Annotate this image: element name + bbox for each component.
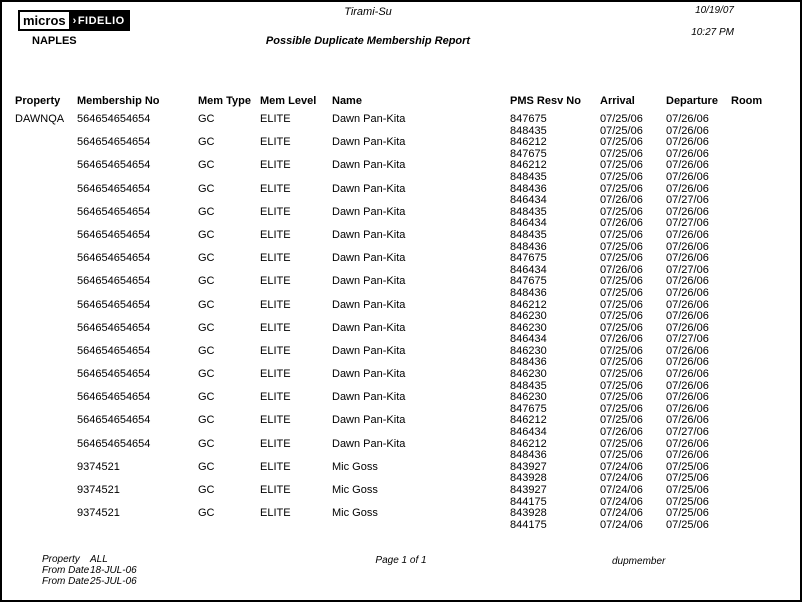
membership-no-cell: 9374521 xyxy=(77,460,120,473)
arrival-cell: 07/25/06 xyxy=(600,147,643,160)
header-name: Name xyxy=(332,95,362,107)
pms-resv-no-cell: 843927 xyxy=(510,484,547,496)
table-body xyxy=(2,114,800,531)
parameter-from-date-1 xyxy=(42,565,137,576)
departure-cell: 07/26/06 xyxy=(666,113,709,125)
table-row-group xyxy=(2,415,800,438)
mem-level-cell: ELITE xyxy=(260,414,291,427)
departure-cell: 07/25/06 xyxy=(666,507,709,520)
pms-resv-no-cell: 846230 xyxy=(510,368,547,381)
membership-no-cell: 564654654654 xyxy=(77,275,151,288)
mem-type-cell: GC xyxy=(198,460,215,473)
member-name-cell: Mic Goss xyxy=(332,484,378,496)
membership-no-cell: 564654654654 xyxy=(77,344,151,357)
mem-type-cell: GC xyxy=(198,437,215,450)
member-name-cell: Dawn Pan-Kita xyxy=(332,437,406,450)
departure-cell: 07/25/06 xyxy=(666,518,709,531)
arrival-cell: 07/24/06 xyxy=(600,460,643,473)
membership-no-cell: 564654654654 xyxy=(77,437,151,450)
departure-cell: 07/26/06 xyxy=(666,449,709,462)
table-row-group xyxy=(2,160,800,183)
pms-resv-no-cell: 846230 xyxy=(510,321,547,334)
mem-level-cell: ELITE xyxy=(260,391,291,404)
membership-no-cell: 564654654654 xyxy=(77,368,151,381)
member-name-cell: Dawn Pan-Kita xyxy=(332,321,406,334)
member-name-cell: Dawn Pan-Kita xyxy=(332,252,406,265)
pms-resv-no-cell: 846230 xyxy=(510,344,547,357)
pms-resv-no-cell: 843928 xyxy=(510,507,547,520)
header-property: Property xyxy=(15,95,61,107)
membership-no-cell: 564654654654 xyxy=(77,414,151,427)
report-header xyxy=(2,6,734,47)
report-property-title: Tirami-Su xyxy=(344,6,392,18)
arrival-cell: 07/25/06 xyxy=(600,391,643,404)
pms-resv-no-cell: 846434 xyxy=(510,194,547,207)
arrival-cell: 07/25/06 xyxy=(600,182,643,195)
parameter-from-date-2-value: 25-JUL-06 xyxy=(90,576,137,587)
departure-cell: 07/26/06 xyxy=(666,379,709,392)
departure-cell: 07/25/06 xyxy=(666,460,709,473)
table-row-group xyxy=(2,230,800,253)
page-number: Page 1 of 1 xyxy=(375,555,427,566)
departure-cell: 07/26/06 xyxy=(666,147,709,160)
pms-resv-no-cell: 848435 xyxy=(510,124,547,137)
pms-resv-no-cell: 848435 xyxy=(510,170,547,183)
departure-cell: 07/27/06 xyxy=(666,426,709,439)
mem-level-cell: ELITE xyxy=(260,437,291,450)
mem-type-cell: GC xyxy=(198,275,215,288)
departure-cell: 07/26/06 xyxy=(666,402,709,415)
pms-resv-no-cell: 846212 xyxy=(510,159,547,172)
departure-cell: 07/26/06 xyxy=(666,437,709,450)
parameter-from-date-1-label: From Date xyxy=(42,565,90,576)
mem-level-cell: ELITE xyxy=(260,182,291,195)
departure-cell: 07/26/06 xyxy=(666,414,709,427)
arrival-cell: 07/24/06 xyxy=(600,484,643,496)
pms-resv-no-cell: 846212 xyxy=(510,298,547,311)
member-name-cell: Dawn Pan-Kita xyxy=(332,159,406,172)
pms-resv-no-cell: 847675 xyxy=(510,402,547,415)
departure-cell: 07/26/06 xyxy=(666,136,709,149)
mem-type-cell: GC xyxy=(198,205,215,218)
pms-resv-no-cell: 843927 xyxy=(510,460,547,473)
departure-cell: 07/26/06 xyxy=(666,252,709,265)
member-name-cell: Mic Goss xyxy=(332,460,378,473)
arrival-cell: 07/25/06 xyxy=(600,240,643,253)
pms-resv-no-cell: 846230 xyxy=(510,310,547,323)
mem-type-cell: GC xyxy=(198,344,215,357)
stay-row xyxy=(2,288,800,300)
table-row-group xyxy=(2,462,800,485)
mem-level-cell: ELITE xyxy=(260,321,291,334)
arrival-cell: 07/25/06 xyxy=(600,368,643,381)
mem-type-cell: GC xyxy=(198,136,215,149)
table-row-group xyxy=(2,137,800,160)
report-datetime xyxy=(691,6,734,38)
header-room: Room xyxy=(731,95,763,107)
header-membership-no: Membership No xyxy=(77,95,160,107)
departure-cell: 07/26/06 xyxy=(666,240,709,253)
arrival-cell: 07/26/06 xyxy=(600,333,643,346)
pms-resv-no-cell: 848435 xyxy=(510,228,547,241)
header-mem-level: Mem Level xyxy=(260,95,317,107)
arrival-cell: 07/25/06 xyxy=(600,379,643,392)
member-name-cell: Dawn Pan-Kita xyxy=(332,368,406,381)
departure-cell: 07/27/06 xyxy=(666,263,709,276)
membership-no-cell: 564654654654 xyxy=(77,205,151,218)
arrival-cell: 07/25/06 xyxy=(600,298,643,311)
departure-cell: 07/26/06 xyxy=(666,321,709,334)
arrival-cell: 07/25/06 xyxy=(600,228,643,241)
mem-type-cell: GC xyxy=(198,159,215,172)
mem-type-cell: GC xyxy=(198,484,215,496)
stay-row xyxy=(2,195,800,207)
arrival-cell: 07/24/06 xyxy=(600,518,643,531)
mem-level-cell: ELITE xyxy=(260,136,291,149)
stay-row xyxy=(2,520,800,532)
mem-level-cell: ELITE xyxy=(260,507,291,520)
table-row-group xyxy=(2,300,800,323)
departure-cell: 07/26/06 xyxy=(666,356,709,369)
arrival-cell: 07/25/06 xyxy=(600,414,643,427)
departure-cell: 07/26/06 xyxy=(666,368,709,381)
departure-cell: 07/26/06 xyxy=(666,310,709,323)
member-name-cell: Dawn Pan-Kita xyxy=(332,182,406,195)
mem-level-cell: ELITE xyxy=(260,275,291,288)
arrival-cell: 07/25/06 xyxy=(600,205,643,218)
parameter-from-date-1-value: 18-JUL-06 xyxy=(90,565,137,576)
membership-no-cell: 564654654654 xyxy=(77,321,151,334)
arrival-cell: 07/25/06 xyxy=(600,170,643,183)
departure-cell: 07/26/06 xyxy=(666,298,709,311)
table-row-group xyxy=(2,253,800,276)
mem-type-cell: GC xyxy=(198,182,215,195)
parameter-from-date-2-label: From Date xyxy=(42,576,90,587)
member-name-cell: Dawn Pan-Kita xyxy=(332,275,406,288)
membership-no-cell: 9374521 xyxy=(77,507,120,520)
pms-resv-no-cell: 847675 xyxy=(510,275,547,288)
mem-type-cell: GC xyxy=(198,298,215,311)
member-name-cell: Dawn Pan-Kita xyxy=(332,391,406,404)
membership-no-cell: 564654654654 xyxy=(77,252,151,265)
membership-no-cell: 564654654654 xyxy=(77,159,151,172)
mem-type-cell: GC xyxy=(198,321,215,334)
membership-no-cell: 564654654654 xyxy=(77,298,151,311)
mem-level-cell: ELITE xyxy=(260,159,291,172)
arrival-cell: 07/25/06 xyxy=(600,286,643,299)
property-cell: DAWNQA xyxy=(15,113,65,125)
pms-resv-no-cell: 847675 xyxy=(510,252,547,265)
membership-no-cell: 564654654654 xyxy=(77,136,151,149)
pms-resv-no-cell: 846212 xyxy=(510,414,547,427)
membership-no-cell: 564654654654 xyxy=(77,113,151,125)
departure-cell: 07/26/06 xyxy=(666,286,709,299)
pms-resv-no-cell: 846212 xyxy=(510,437,547,450)
arrival-cell: 07/25/06 xyxy=(600,402,643,415)
mem-type-cell: GC xyxy=(198,507,215,520)
hotel-name: NAPLES xyxy=(32,35,77,47)
table-row-group xyxy=(2,508,800,531)
pms-resv-no-cell: 846434 xyxy=(510,263,547,276)
pms-resv-no-cell: 846212 xyxy=(510,136,547,149)
logo-arrow-icon: › xyxy=(72,14,77,27)
membership-no-cell: 9374521 xyxy=(77,484,120,496)
mem-type-cell: GC xyxy=(198,228,215,241)
mem-level-cell: ELITE xyxy=(260,252,291,265)
arrival-cell: 07/25/06 xyxy=(600,113,643,125)
header-pms-resv-no: PMS Resv No xyxy=(510,95,581,107)
pms-resv-no-cell: 844175 xyxy=(510,495,547,508)
arrival-cell: 07/25/06 xyxy=(600,252,643,265)
table-row-group xyxy=(2,114,800,137)
pms-resv-no-cell: 847675 xyxy=(510,113,547,125)
parameter-property-value: ALL xyxy=(90,554,108,565)
departure-cell: 07/27/06 xyxy=(666,333,709,346)
arrival-cell: 07/26/06 xyxy=(600,217,643,230)
member-name-cell: Dawn Pan-Kita xyxy=(332,298,406,311)
pms-resv-no-cell: 846434 xyxy=(510,217,547,230)
departure-cell: 07/26/06 xyxy=(666,205,709,218)
header-mem-type: Mem Type xyxy=(198,95,251,107)
table-row-group xyxy=(2,392,800,415)
pms-resv-no-cell: 848435 xyxy=(510,205,547,218)
stay-row xyxy=(2,427,800,439)
departure-cell: 07/26/06 xyxy=(666,275,709,288)
report-date: 10/19/07 xyxy=(695,5,734,16)
departure-cell: 07/27/06 xyxy=(666,217,709,230)
pms-resv-no-cell: 844175 xyxy=(510,518,547,531)
departure-cell: 07/26/06 xyxy=(666,344,709,357)
mem-type-cell: GC xyxy=(198,252,215,265)
arrival-cell: 07/25/06 xyxy=(600,159,643,172)
member-name-cell: Dawn Pan-Kita xyxy=(332,136,406,149)
arrival-cell: 07/26/06 xyxy=(600,194,643,207)
departure-cell: 07/25/06 xyxy=(666,484,709,496)
mem-level-cell: ELITE xyxy=(260,228,291,241)
arrival-cell: 07/25/06 xyxy=(600,310,643,323)
fidelio-logo-text: FIDELIO xyxy=(77,14,125,27)
pms-resv-no-cell: 846434 xyxy=(510,426,547,439)
member-name-cell: Dawn Pan-Kita xyxy=(332,113,406,125)
header-arrival: Arrival xyxy=(600,95,635,107)
stay-row xyxy=(2,369,800,381)
report-code: dupmember xyxy=(612,556,666,567)
table-row-group xyxy=(2,184,800,207)
table-row-group xyxy=(2,276,800,299)
mem-type-cell: GC xyxy=(198,414,215,427)
table-row-group xyxy=(2,439,800,462)
departure-cell: 07/26/06 xyxy=(666,124,709,137)
stay-row xyxy=(2,230,800,242)
member-name-cell: Mic Goss xyxy=(332,507,378,520)
membership-no-cell: 564654654654 xyxy=(77,391,151,404)
mem-level-cell: ELITE xyxy=(260,460,291,473)
mem-level-cell: ELITE xyxy=(260,298,291,311)
member-name-cell: Dawn Pan-Kita xyxy=(332,414,406,427)
departure-cell: 07/25/06 xyxy=(666,495,709,508)
parameter-from-date-2 xyxy=(42,576,137,587)
arrival-cell: 07/25/06 xyxy=(600,449,643,462)
departure-cell: 07/25/06 xyxy=(666,472,709,485)
table-row-group xyxy=(2,323,800,346)
arrival-cell: 07/25/06 xyxy=(600,356,643,369)
arrival-cell: 07/25/06 xyxy=(600,321,643,334)
mem-level-cell: ELITE xyxy=(260,484,291,496)
table-header-row xyxy=(2,95,800,109)
member-name-cell: Dawn Pan-Kita xyxy=(332,344,406,357)
pms-resv-no-cell: 848436 xyxy=(510,356,547,369)
micros-logo-text: micros xyxy=(18,10,71,31)
table-row-group xyxy=(2,369,800,392)
pms-resv-no-cell: 846434 xyxy=(510,333,547,346)
arrival-cell: 07/25/06 xyxy=(600,275,643,288)
arrival-cell: 07/26/06 xyxy=(600,263,643,276)
stay-row xyxy=(2,311,800,323)
arrival-cell: 07/24/06 xyxy=(600,507,643,520)
member-name-cell: Dawn Pan-Kita xyxy=(332,228,406,241)
header-departure: Departure xyxy=(666,95,718,107)
departure-cell: 07/26/06 xyxy=(666,391,709,404)
membership-no-cell: 564654654654 xyxy=(77,182,151,195)
arrival-cell: 07/24/06 xyxy=(600,495,643,508)
mem-level-cell: ELITE xyxy=(260,368,291,381)
arrival-cell: 07/25/06 xyxy=(600,344,643,357)
mem-type-cell: GC xyxy=(198,113,215,125)
pms-resv-no-cell: 848435 xyxy=(510,379,547,392)
pms-resv-no-cell: 848436 xyxy=(510,240,547,253)
departure-cell: 07/27/06 xyxy=(666,194,709,207)
stay-row xyxy=(2,172,800,184)
table-row-group xyxy=(2,346,800,369)
departure-cell: 07/26/06 xyxy=(666,170,709,183)
table-row-group xyxy=(2,207,800,230)
pms-resv-no-cell: 843928 xyxy=(510,472,547,485)
table-row-group xyxy=(2,485,800,508)
arrival-cell: 07/25/06 xyxy=(600,437,643,450)
pms-resv-no-cell: 847675 xyxy=(510,147,547,160)
membership-no-cell: 564654654654 xyxy=(77,228,151,241)
departure-cell: 07/26/06 xyxy=(666,228,709,241)
mem-type-cell: GC xyxy=(198,368,215,381)
report-title: Possible Duplicate Membership Report xyxy=(265,35,471,47)
mem-level-cell: ELITE xyxy=(260,113,291,125)
pms-resv-no-cell: 848436 xyxy=(510,449,547,462)
parameter-property-label: Property xyxy=(42,554,80,565)
arrival-cell: 07/24/06 xyxy=(600,472,643,485)
pms-resv-no-cell: 846230 xyxy=(510,391,547,404)
mem-level-cell: ELITE xyxy=(260,344,291,357)
report-time: 10:27 PM xyxy=(691,27,734,38)
member-name-cell: Dawn Pan-Kita xyxy=(332,205,406,218)
mem-level-cell: ELITE xyxy=(260,205,291,218)
mem-type-cell: GC xyxy=(198,391,215,404)
stay-row xyxy=(2,253,800,265)
arrival-cell: 07/25/06 xyxy=(600,136,643,149)
stay-row xyxy=(2,114,800,126)
departure-cell: 07/26/06 xyxy=(666,159,709,172)
arrival-cell: 07/25/06 xyxy=(600,124,643,137)
pms-resv-no-cell: 848436 xyxy=(510,182,547,195)
pms-resv-no-cell: 848436 xyxy=(510,286,547,299)
arrival-cell: 07/26/06 xyxy=(600,426,643,439)
stay-row xyxy=(2,485,800,497)
departure-cell: 07/26/06 xyxy=(666,182,709,195)
